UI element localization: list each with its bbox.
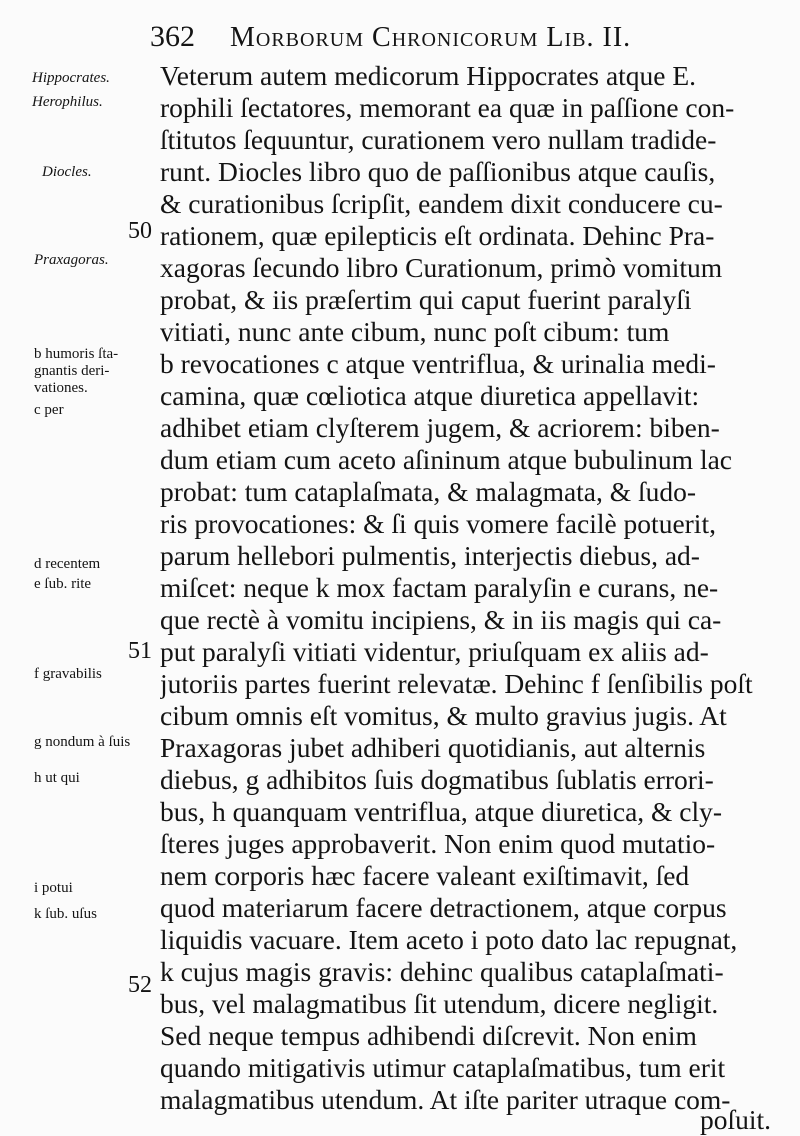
text-line: rationem, quæ epilepticis eſt ordinata. Dehinc Pra- xyxy=(160,220,715,251)
text-line: diebus, g adhibitos ſuis dogmatibus ſublatis errori- xyxy=(160,764,714,795)
margin-note-f: f gravabilis xyxy=(34,666,102,682)
text-line: bus, vel malagmatibus ſit utendum, dicere negligit. xyxy=(160,988,719,1019)
text-line: k cujus magis gravis: dehinc qualibus cataplaſmati- xyxy=(160,956,724,987)
text-line: b revocationes c atque ventriflua, & urinalia medi- xyxy=(160,348,716,379)
margin-name-diocles: Diocles. xyxy=(42,164,92,180)
margin-note-c: c per xyxy=(34,402,64,418)
text-line: & curationibus ſcripſit, eandem dixit conducere cu- xyxy=(160,188,723,219)
text-line: ris provocationes: & ſi quis vomere facilè potuerit, xyxy=(160,508,716,539)
text-line: quod materiarum facere detractionem, atque corpus xyxy=(160,892,727,923)
text-line: Praxagoras jubet adhiberi quotidianis, aut alternis xyxy=(160,732,706,763)
text-line: probat, & iis præſertim qui caput fuerint paralyſi xyxy=(160,284,692,315)
margin-note-h: h ut qui xyxy=(34,770,80,786)
text-line: malagmatibus utendum. At iſte pariter utraque com- xyxy=(160,1084,731,1115)
text-line: xagoras ſecundo libro Curationum, primò vomitum xyxy=(160,252,723,283)
section-number: 52 xyxy=(128,972,152,998)
text-line: parum hellebori pulmentis, interjectis diebus, ad- xyxy=(160,540,700,571)
section-number: 50 xyxy=(128,218,152,244)
margin-note-d: d recentem xyxy=(34,556,101,572)
text-line: dum etiam cum aceto aſininum atque bubulinum lac xyxy=(160,444,732,475)
text-line: camina, quæ cœliotica atque diuretica appellavit: xyxy=(160,380,700,411)
text-line: put paralyſi vitiati videntur, priuſquam ex aliis ad- xyxy=(160,636,709,667)
text-line: ſtitutos ſequuntur, curationem vero nullam tradide- xyxy=(160,124,717,155)
text-line: adhibet etiam clyſterem jugem, & acriorem: biben- xyxy=(160,412,720,443)
text-line: runt. Diocles libro quo de paſſionibus atque cauſis, xyxy=(160,156,716,187)
margin-note-i: i potui xyxy=(34,880,73,896)
text-line: Veterum autem medicorum Hippocrates atque E. xyxy=(160,60,697,91)
text-line: quando mitigativis utimur cataplaſmatibus, tum erit xyxy=(160,1052,726,1083)
text-line: bus, h quanquam ventriflua, atque diuretica, & cly- xyxy=(160,796,723,827)
margin-note-k: k ſub. uſus xyxy=(34,906,97,922)
page-number: 362 xyxy=(150,20,195,53)
margin-note-g: g nondum à ſuis xyxy=(34,734,131,750)
text-line: probat: tum cataplaſmata, & malagmata, & ſudo- xyxy=(160,476,697,507)
text-line: vitiati, nunc ante cibum, nunc poſt cibum: tum xyxy=(160,316,670,347)
margin-note-e: e ſub. rite xyxy=(34,576,92,592)
margin-name-hippocrates: Hippocrates. xyxy=(32,70,110,86)
margin-note-b: b humoris ſta- gnantis deri- vationes. xyxy=(34,346,119,396)
running-title: Morborum Chronicorum Lib. II. xyxy=(230,22,632,53)
text-line: Sed neque tempus adhibendi diſcrevit. Non enim xyxy=(160,1020,697,1051)
text-line: miſcet: neque k mox factam paralyſin e curans, ne- xyxy=(160,572,719,603)
margin-name-praxagoras: Praxagoras. xyxy=(34,252,109,268)
text-line: nem corporis hæc facere valeant exiſtimavit, ſed xyxy=(160,860,690,891)
text-line: jutoriis partes fuerint relevatæ. Dehinc f ſenſibilis poſt xyxy=(160,668,753,699)
text-line: cibum omnis eſt vomitus, & multo gravius jugis. At xyxy=(160,700,727,731)
text-line: liquidis vacuare. Item aceto i poto dato lac repugnat, xyxy=(160,924,738,955)
text-line: ſteres juges approbaverit. Non enim quod mutatio- xyxy=(160,828,716,859)
page-header xyxy=(150,16,790,60)
margin-name-herophilus: Herophilus. xyxy=(32,94,103,110)
text-line: que rectè à vomitu incipiens, & in iis magis qui ca- xyxy=(160,604,722,635)
text-line: rophili ſectatores, memorant ea quæ in paſſione con- xyxy=(160,92,735,123)
section-number: 51 xyxy=(128,638,152,664)
text-line: poſuit. xyxy=(700,1104,772,1135)
